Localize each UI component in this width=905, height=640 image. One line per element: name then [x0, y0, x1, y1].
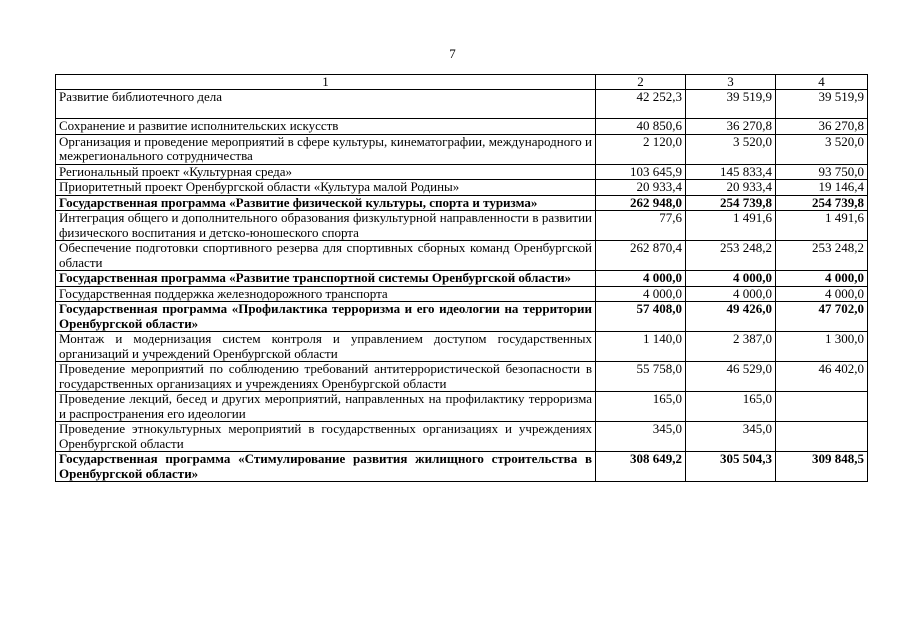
row-value-col3: 36 270,8 [686, 119, 776, 135]
program-row [56, 271, 868, 287]
table-row [56, 211, 868, 241]
row-name-cell: Развитие библиотечного дела [56, 90, 596, 119]
table-row [56, 180, 868, 196]
row-value-col3: 253 248,2 [686, 241, 776, 271]
row-value-col2: 165,0 [596, 392, 686, 422]
row-value-col4: 3 520,0 [776, 134, 868, 164]
row-name-cell: Государственная программа «Развитие транспортной системы Оренбургской области» [56, 271, 596, 287]
row-value-col2: 40 850,6 [596, 119, 686, 135]
row-name-cell: Монтаж и модернизация систем контроля и управлением доступом государственных организаций и учреждений Оренбургской области [56, 332, 596, 362]
program-row [56, 302, 868, 332]
table-row [56, 241, 868, 271]
header-row [56, 75, 868, 90]
row-value-col3: 254 739,8 [686, 195, 776, 211]
row-name-cell: Государственная программа «Стимулирование развития жилищного строительства в Оренбургской области» [56, 452, 596, 482]
table-row [56, 362, 868, 392]
row-value-col4: 4 000,0 [776, 271, 868, 287]
row-value-col2: 77,6 [596, 211, 686, 241]
row-name-cell: Проведение этнокультурных мероприятий в государственных организациях и учреждениях Оренбургской области [56, 422, 596, 452]
row-value-col2: 42 252,3 [596, 90, 686, 119]
row-value-col4: 309 848,5 [776, 452, 868, 482]
table-row [56, 392, 868, 422]
row-value-col4 [776, 422, 868, 452]
row-value-col2: 57 408,0 [596, 302, 686, 332]
table-row [56, 119, 868, 135]
row-name-cell: Сохранение и развитие исполнительских искусств [56, 119, 596, 135]
table-row [56, 332, 868, 362]
row-value-col4: 47 702,0 [776, 302, 868, 332]
row-value-col2: 55 758,0 [596, 362, 686, 392]
row-value-col2: 4 000,0 [596, 286, 686, 302]
row-name-cell: Организация и проведение мероприятий в сфере культуры, кинематографии, международного и межрегионального сотрудничества [56, 134, 596, 164]
row-value-col4: 39 519,9 [776, 90, 868, 119]
row-value-col3: 305 504,3 [686, 452, 776, 482]
row-name-cell: Проведение лекций, бесед и других мероприятий, направленных на профилактику терроризма и распространения его идеологии [56, 392, 596, 422]
row-value-col2: 4 000,0 [596, 271, 686, 287]
column-header-4: 4 [776, 75, 868, 90]
row-value-col4: 1 491,6 [776, 211, 868, 241]
row-value-col3: 3 520,0 [686, 134, 776, 164]
row-value-col3: 4 000,0 [686, 286, 776, 302]
budget-table [55, 74, 868, 482]
row-name-cell: Государственная программа «Профилактика терроризма и его идеологии на территории Оренбургской области» [56, 302, 596, 332]
row-name-cell: Государственная поддержка железнодорожного транспорта [56, 286, 596, 302]
row-value-col2: 20 933,4 [596, 180, 686, 196]
row-value-col2: 103 645,9 [596, 164, 686, 180]
table-row [56, 422, 868, 452]
program-row [56, 195, 868, 211]
row-value-col3: 2 387,0 [686, 332, 776, 362]
row-value-col3: 4 000,0 [686, 271, 776, 287]
row-value-col2: 2 120,0 [596, 134, 686, 164]
row-value-col4: 93 750,0 [776, 164, 868, 180]
table-body [56, 90, 868, 482]
row-value-col3: 1 491,6 [686, 211, 776, 241]
table-row [56, 134, 868, 164]
row-name-cell: Государственная программа «Развитие физической культуры, спорта и туризма» [56, 195, 596, 211]
row-value-col2: 1 140,0 [596, 332, 686, 362]
row-name-cell: Региональный проект «Культурная среда» [56, 164, 596, 180]
row-value-col2: 262 948,0 [596, 195, 686, 211]
row-value-col3: 345,0 [686, 422, 776, 452]
row-value-col4: 254 739,8 [776, 195, 868, 211]
row-value-col4: 4 000,0 [776, 286, 868, 302]
row-name-cell: Обеспечение подготовки спортивного резерва для спортивных сборных команд Оренбургской области [56, 241, 596, 271]
row-value-col3: 46 529,0 [686, 362, 776, 392]
row-value-col4 [776, 392, 868, 422]
row-value-col2: 308 649,2 [596, 452, 686, 482]
row-value-col3: 49 426,0 [686, 302, 776, 332]
table-row [56, 286, 868, 302]
row-value-col4: 19 146,4 [776, 180, 868, 196]
table-row [56, 90, 868, 119]
row-value-col2: 345,0 [596, 422, 686, 452]
column-header-2: 2 [596, 75, 686, 90]
row-value-col4: 1 300,0 [776, 332, 868, 362]
row-value-col3: 20 933,4 [686, 180, 776, 196]
page-number: 7 [449, 46, 456, 61]
row-value-col2: 262 870,4 [596, 241, 686, 271]
row-value-col3: 165,0 [686, 392, 776, 422]
row-value-col4: 36 270,8 [776, 119, 868, 135]
row-name-cell: Приоритетный проект Оренбургской области «Культура малой Родины» [56, 180, 596, 196]
row-value-col4: 253 248,2 [776, 241, 868, 271]
program-row [56, 452, 868, 482]
column-header-3: 3 [686, 75, 776, 90]
row-value-col3: 39 519,9 [686, 90, 776, 119]
row-value-col3: 145 833,4 [686, 164, 776, 180]
row-name-cell: Интеграция общего и дополнительного образования физкультурной направленности в развитии физического воспитания и детско-юношеского спорта [56, 211, 596, 241]
row-name-cell: Проведение мероприятий по соблюдению требований антитеррористической безопасности в государственных организациях и учреждениях Оренбургской области [56, 362, 596, 392]
row-value-col4: 46 402,0 [776, 362, 868, 392]
column-header-1: 1 [56, 75, 596, 90]
table-row [56, 164, 868, 180]
